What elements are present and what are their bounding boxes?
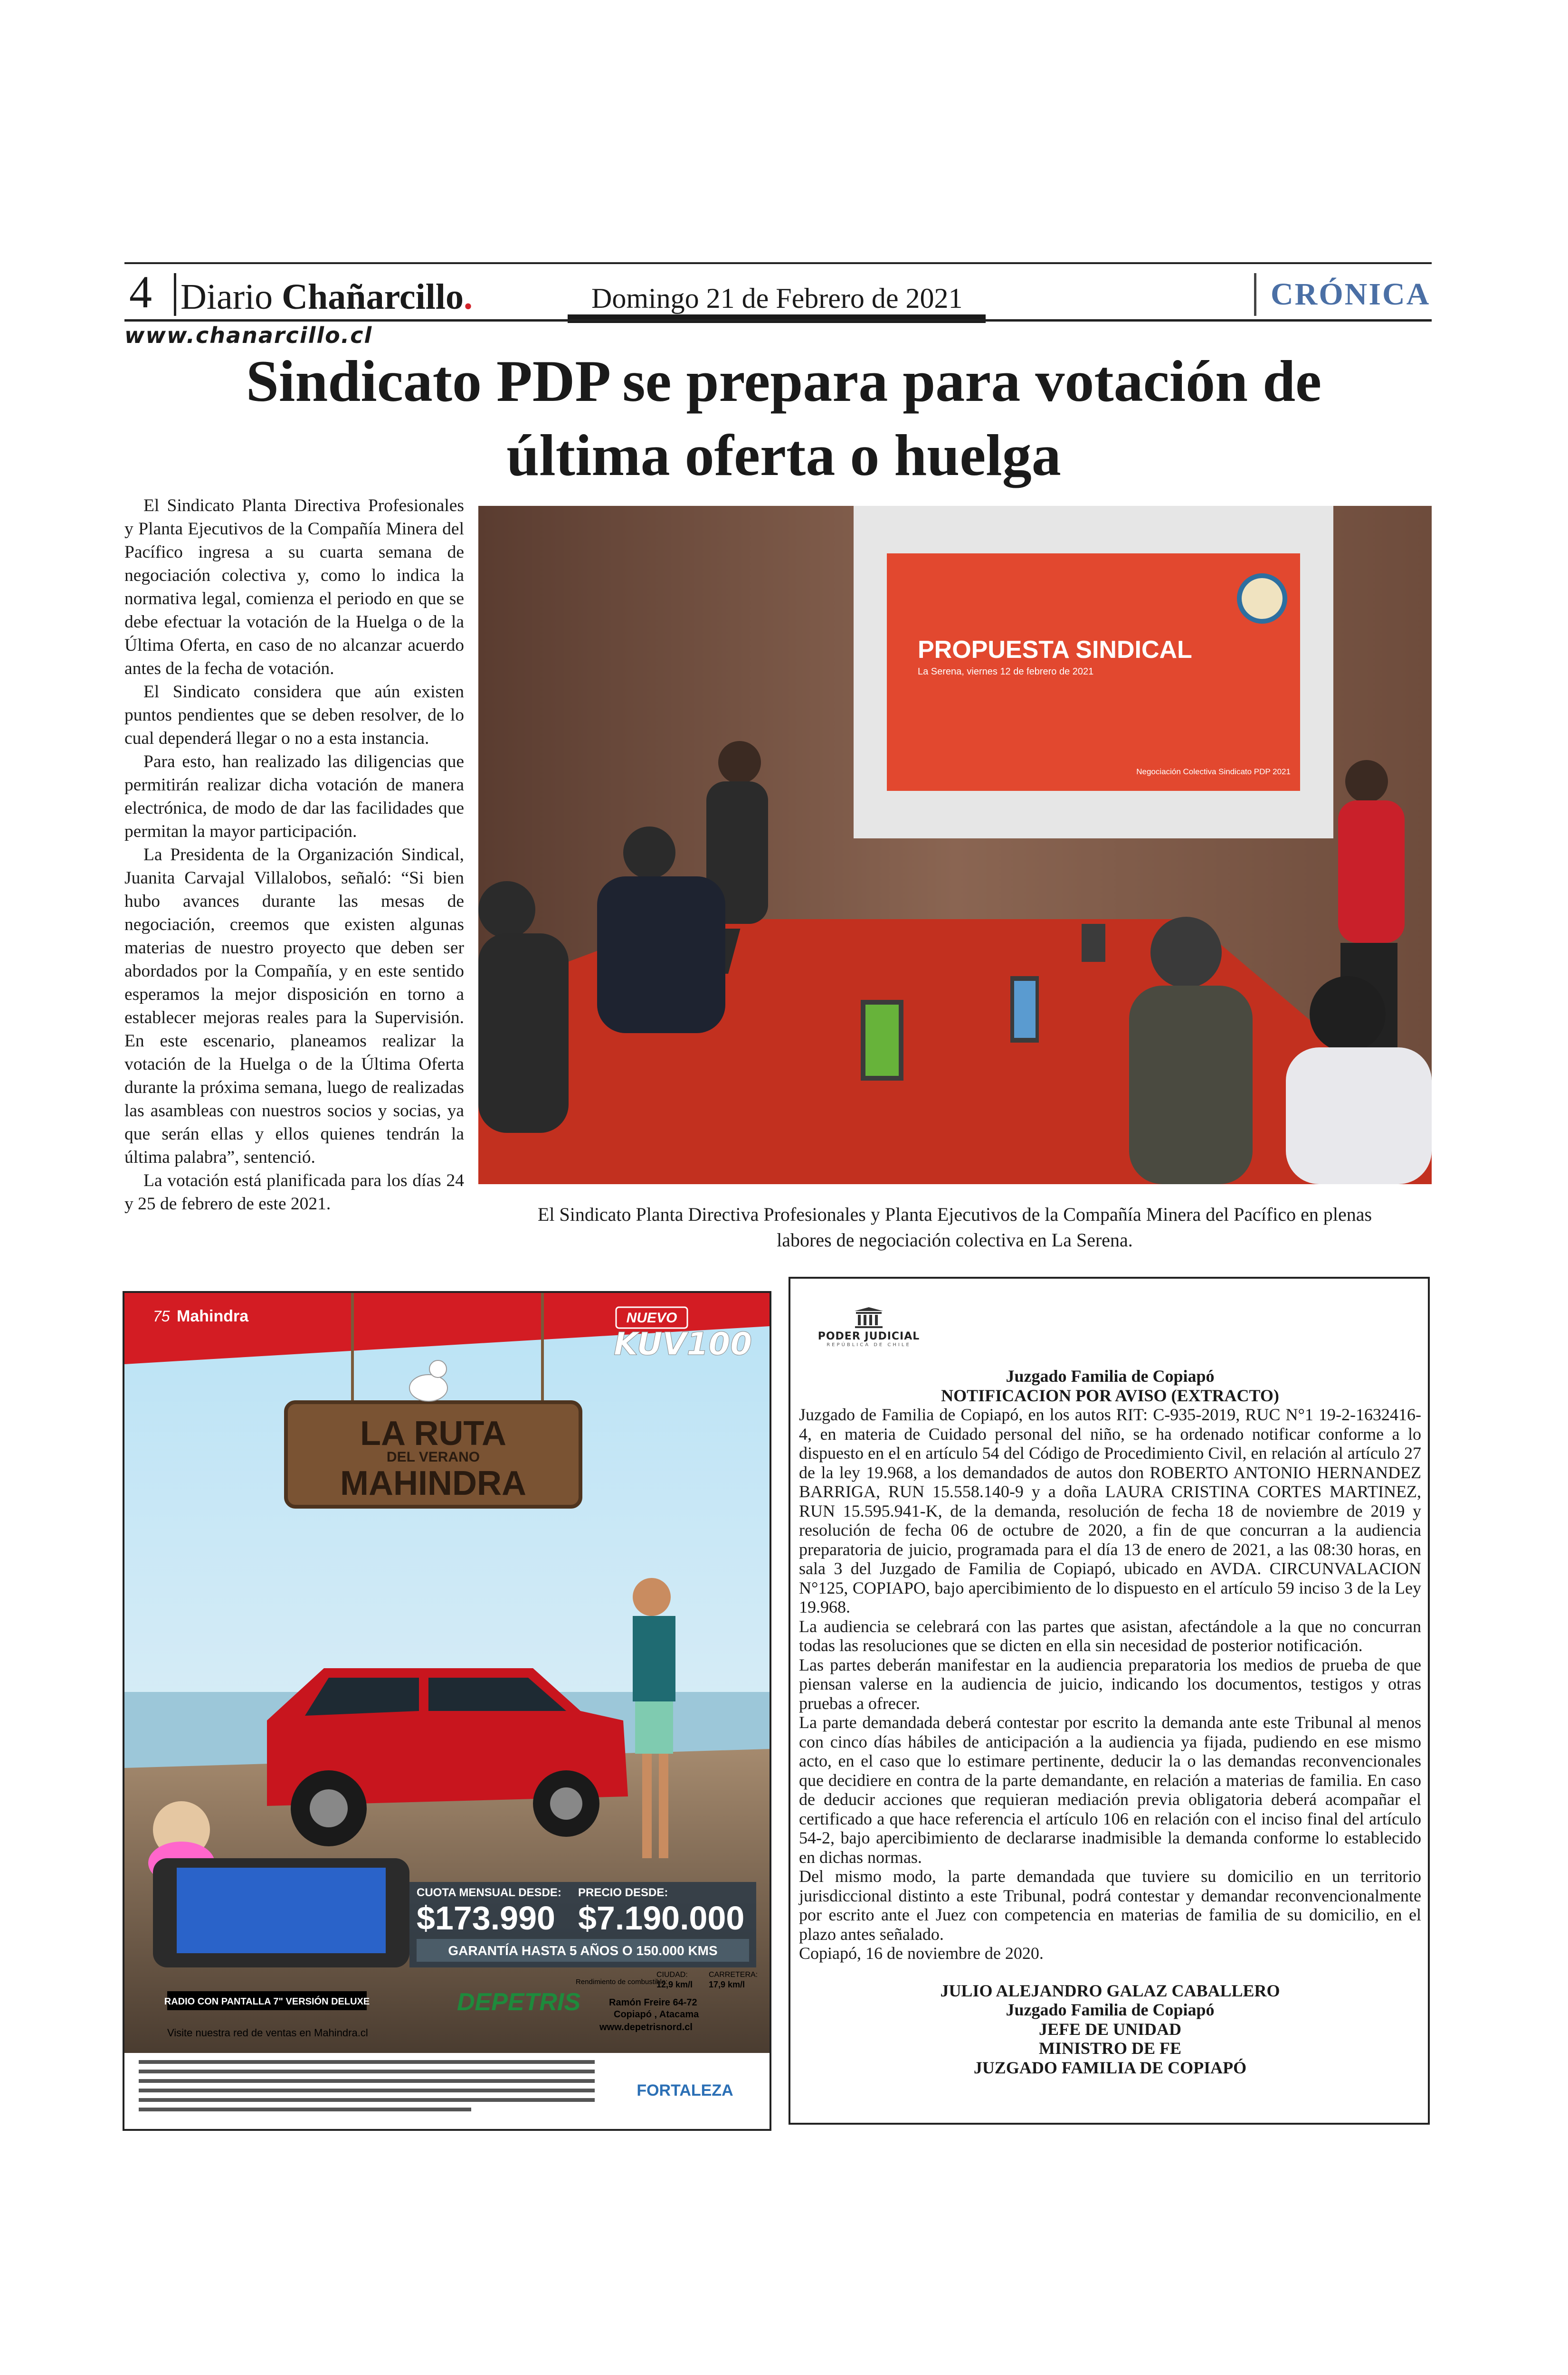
article-headline: Sindicato PDP se prepara para votación de última oferta o huelga xyxy=(246,349,1322,488)
mahindra-advertisement[interactable] xyxy=(123,1291,771,2131)
ad-sign-line2: DEL VERANO xyxy=(386,1449,480,1465)
slide-subtitle: La Serena, viernes 12 de febrero de 2021 xyxy=(918,666,1094,677)
slide-footer: Negociación Colectiva Sindicato PDP 2021 xyxy=(1136,767,1291,776)
ad-radio-label: RADIO CON PANTALLA 7" VERSIÓN DELUXE xyxy=(164,1996,370,2007)
ad-ciudad-label: CIUDAD: xyxy=(656,1971,688,1979)
ad-badge: NUEVO xyxy=(626,1310,677,1326)
notice-paragraph: La parte demandada deberá contestar por escrito la demanda ante este Tribunal al menos con cinco días hábiles de anticipación a la audiencia ya fijada, pudiendo en ese mismo acto, en el caso que lo estimare pertinente, deducir la o las demandas reconvencionales que decidiere en contra de la parte demandante, en relación a materias de familia. En caso de deducir acciones que requieran mediación previa obligatoria deberá acompañar el certificado a que hace referencia el artículo 106 en relación con el inciso final del artículo 54-2, bajo apercibimiento de declararse inadmisible la demanda conforme lo establecido en dichas normas. xyxy=(799,1713,1421,1867)
article-paragraph: El Sindicato considera que aún existen puntos pendientes que se deben resolver, de lo cual dependerá llegar o no a esta instancia. xyxy=(124,682,464,748)
ad-brand: Mahindra xyxy=(177,1307,249,1325)
masthead-brand xyxy=(181,276,473,318)
ad-precio-value: $7.190.000 xyxy=(578,1900,745,1937)
notice-paragraph: Del mismo modo, la parte demandada que tuviere su domicilio en un territorio jurisdiccional distinto a este Tribunal, podrá contestar y demandar reconvencionalmente por escrito ante el Juez con competencia en materias de familia de su domicilio, en el plazo antes señalado. xyxy=(799,1867,1421,1944)
signature-ministro: MINISTRO DE FE xyxy=(1038,2039,1182,2058)
notice-title: NOTIFICACION POR AVISO (EXTRACTO) xyxy=(941,1386,1279,1405)
poder-judicial-text: PODER JUDICIAL xyxy=(817,1330,920,1342)
notice-paragraph: La audiencia se celebrará con las partes que asistan, afectándole a la que no concurran todas las resoluciones que se dicten en ella sin necesidad de posterior notificación. xyxy=(799,1616,1421,1655)
slide-title: PROPUESTA SINDICAL xyxy=(918,636,1192,664)
poder-judicial-logo xyxy=(814,1307,957,1350)
legal-notice xyxy=(789,1277,1430,2125)
ad-sign-line1: LA RUTA xyxy=(360,1415,506,1453)
article-paragraph: Para esto, han realizado las diligencias que permitirán realizar dicha votación de manera electrónica, de modo de dar las facilidades que permitan la mayor participación. xyxy=(124,752,464,841)
ad-warranty: GARANTÍA HASTA 5 AÑOS O 150.000 KMS xyxy=(448,1943,718,1958)
ad-model: KUV100 xyxy=(614,1326,752,1362)
meeting-photo xyxy=(478,506,1432,1184)
notice-court: Juzgado Familia de Copiapó xyxy=(1006,1367,1215,1386)
notice-paragraph: Las partes deberán manifestar en la audiencia preparatoria los medios de prueba de que piensan valerse en la audiencia de juicio, indicando los documentos, testigos y otras pruebas a ofrecer. xyxy=(799,1655,1421,1713)
ad-cuota-value: $173.990 xyxy=(417,1900,555,1937)
signature-role: JEFE DE UNIDAD xyxy=(1038,2019,1182,2039)
brand-separator xyxy=(174,273,176,316)
photo-caption: El Sindicato Planta Directiva Profesionales y Planta Ejecutivos de la Compañía Minera del Pacífico en plenas labores de negociación colectiva en La Serena. xyxy=(537,1204,1372,1251)
brand-name: Chañarcillo xyxy=(282,277,464,317)
ad-dealer: DEPETRIS xyxy=(457,1988,581,2016)
article-body xyxy=(124,494,464,1216)
ad-amicar: Visite nuestra red de ventas en Mahindra.cl xyxy=(167,2027,368,2039)
date-underline xyxy=(568,314,986,323)
article-paragraph: La Presidenta de la Organización Sindical, Juanita Carvajal Villalobos, señaló: “Si bien hubo avances durante las mesas de negociación, creemos que existen algunas materias de nuestro proyecto que deben ser abordados por la Compañía, y en este sentido esperamos la mejor disposición en torno a establecer mejoras reales para la Supervisión. En este escenario, planeamos realizar la votación de la Huelga o de la Última Oferta durante la próxima semana, luego de realizadas las asambleas con nuestros socios y socias, ya que serán ellas y ellos quienes tendrán la última palabra”, sentenció. xyxy=(124,845,464,1167)
notice-paragraph: Juzgado de Familia de Copiapó, en los autos RIT: C-935-2019, RUC N°1 19-2-1632416-4, en materia de Cuidado personal del niño, se ha ordenado notificar conforme a lo dispuesto en el en artículo 54 del Código de Procedimiento Civil, en relación al artículo 27 de la ley 19.968, a los demandados de autos don ROBERTO ANTONIO HERNANDEZ BARRIGA, RUN 15.558.140-9 y a doña LAURA CRISTINA CORTES MARTINEZ, RUN 15.595.941-K, de la demanda, resolución de fecha 18 de noviembre de 2019 y resolución de fecha 06 de octubre de 2020, a fin de que concurran a la audiencia preparatoria de juicio, programada para el día 13 de enero de 2021, a las 08:30 horas, en sala 3 del Juzgado de Familia de Copiapó, ubicado en AVDA. CIRCUNVALACION N°125, COPIAPO, bajo apercibimiento de lo dispuesto en el artículo 59 inciso 3 de la Ley 19.968. xyxy=(799,1405,1421,1616)
brand-prefix: Diario xyxy=(181,277,273,317)
poder-judicial-subtext: REPÚBLICA DE CHILE xyxy=(827,1342,911,1348)
notice-paragraph: Copiapó, 16 de noviembre de 2020. xyxy=(799,1944,1044,1963)
signature-juzgado: JUZGADO FAMILIA DE COPIAPÓ xyxy=(973,2058,1247,2077)
signature-name: JULIO ALEJANDRO GALAZ CABALLERO xyxy=(940,1981,1280,2000)
ad-carretera-value: 17,9 km/l xyxy=(709,1980,745,1989)
ad-ciudad-value: 12,9 km/l xyxy=(656,1980,693,1989)
section-label: CRÓNICA xyxy=(1271,277,1431,312)
ad-rendimiento-label: Rendimiento de combustible: xyxy=(576,1978,668,1986)
signature-court: Juzgado Familia de Copiapó xyxy=(1006,2000,1215,2019)
ad-address-line2: Copiapó , Atacama xyxy=(614,2009,699,2020)
article-paragraph: El Sindicato Planta Directiva Profesionales y Planta Ejecutivos de la Compañía Minera del Pacífico ingresa a su cuarta semana de negociación colectiva y, como lo indica la normativa legal, comienza el periodo en que se debe efectuar la votación de la Huelga o de la Última Oferta, en caso de no alcanzar acuerdo antes de la fecha de votación. xyxy=(124,496,464,678)
meeting-photo-illustration xyxy=(478,506,1432,1184)
ad-web[interactable]: www.depetrisnord.cl xyxy=(599,2022,693,2033)
header-bottom-rule xyxy=(124,319,1432,322)
ad-artwork xyxy=(124,1293,770,2129)
ad-fortaleza: FORTALEZA xyxy=(637,2081,733,2100)
ad-years: 75 xyxy=(153,1308,170,1325)
ad-carretera-label: CARRETERA: xyxy=(709,1971,758,1979)
ad-cuota-label: CUOTA MENSUAL DESDE: xyxy=(417,1886,561,1899)
ad-sign-line3: MAHINDRA xyxy=(340,1464,526,1502)
notice-text xyxy=(799,1367,1421,2077)
section-separator xyxy=(1254,273,1256,316)
article-paragraph: La votación está planificada para los días 24 y 25 de febrero de este 2021. xyxy=(124,1171,464,1214)
site-url[interactable]: www.chanarcillo.cl xyxy=(124,323,373,348)
header-top-rule xyxy=(124,262,1432,264)
ad-address-line1: Ramón Freire 64-72 xyxy=(609,1997,697,2008)
issue-date: Domingo 21 de Febrero de 2021 xyxy=(591,283,963,314)
brand-dot: . xyxy=(464,277,473,317)
ad-precio-label: PRECIO DESDE: xyxy=(578,1886,668,1899)
page-number: 4 xyxy=(129,266,152,317)
